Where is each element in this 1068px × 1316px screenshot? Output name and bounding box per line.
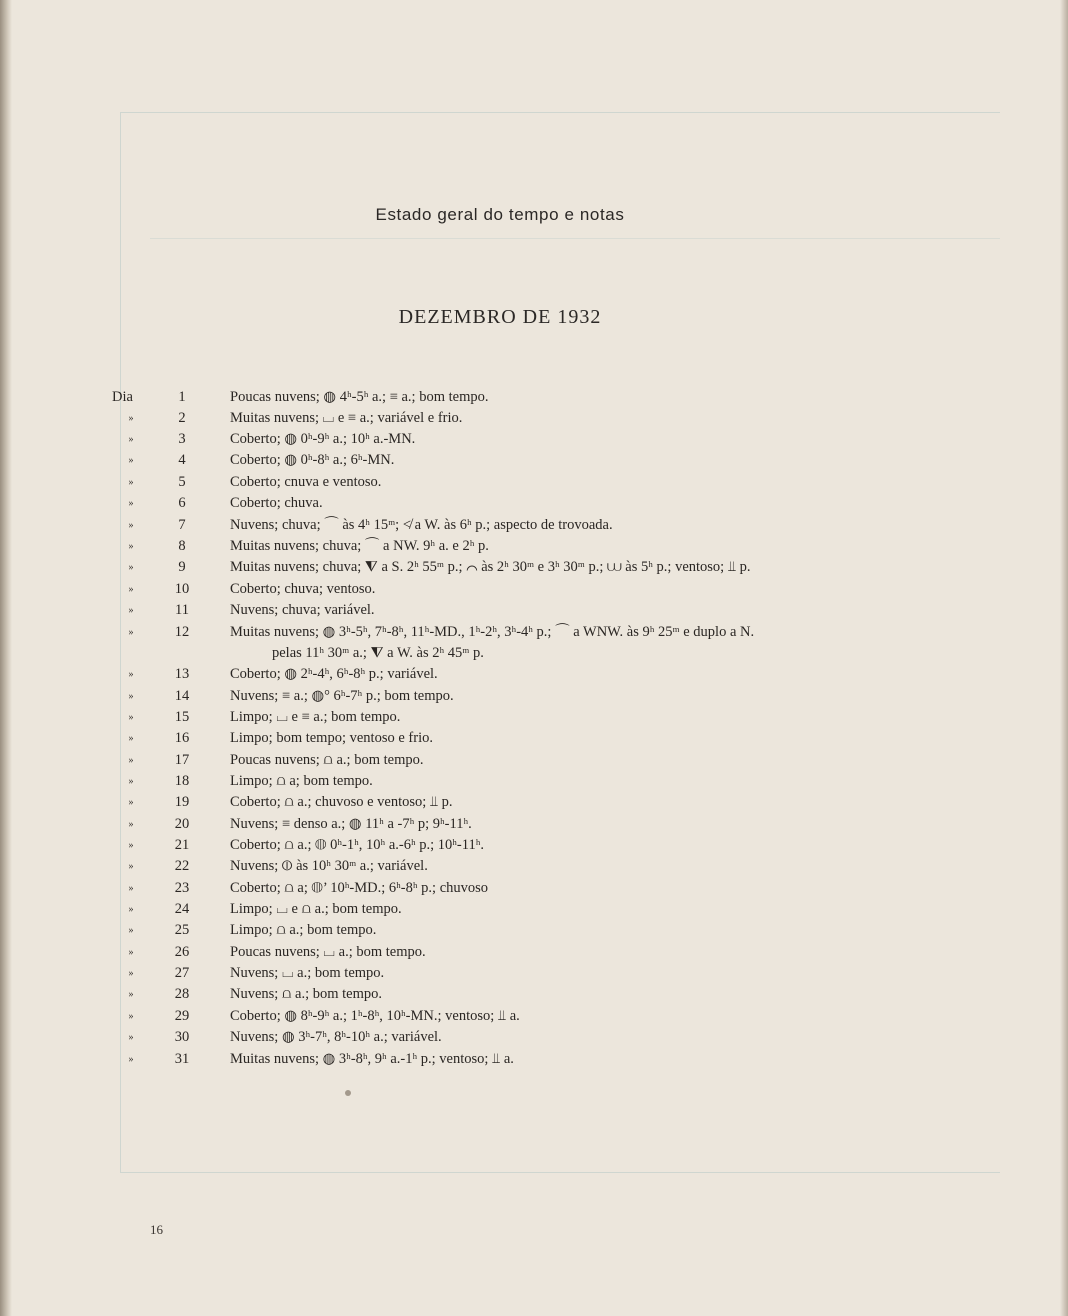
day-number: 9 [178,559,186,575]
ditto-mark: » [128,712,134,723]
day-number: 12 [174,624,190,640]
day-number: 29 [174,1008,190,1024]
day-column-label: Dia [112,389,133,405]
ditto-mark: » [128,733,134,744]
list-item [0,707,1068,728]
list-item [0,920,1068,941]
list-item [0,1006,1068,1027]
ditto-mark: » [128,1032,134,1043]
ditto-mark: » [128,584,134,595]
list-item [0,643,1068,664]
list-item [0,686,1068,707]
weather-note: Nuvens; chuva; ⌒ às 4ʰ 15ᵐ; ≮ a W. às 6ʰ p.; aspecto de trovoada. [230,517,613,533]
ditto-mark: » [128,797,134,808]
day-number: 1 [178,389,186,405]
day-number: 13 [174,666,190,682]
list-item [0,622,1068,643]
ditto-mark: » [128,691,134,702]
ditto-mark: » [128,627,134,638]
day-number: 18 [174,773,190,789]
day-number: 7 [178,517,186,533]
list-item [0,771,1068,792]
ditto-mark: » [128,968,134,979]
weather-note: Nuvens; ⩍ a.; bom tempo. [230,986,382,1002]
weather-note: Coberto; ⩍ a.; chuvoso e ventoso; ⫫ p. [230,794,453,810]
frame-inner-line [150,238,1000,239]
list-item [0,942,1068,963]
weather-note: Muitas nuvens; ◍ 3ʰ-5ʰ, 7ʰ-8ʰ, 11ʰ-MD., 1ʰ-2ʰ, 3ʰ-4ʰ p.; ⌒ a WNW. às 9ʰ 25ᵐ e duplo a N. [230,624,755,640]
day-number: 17 [174,752,190,768]
list-item [0,728,1068,749]
list-item [0,493,1068,514]
list-item [0,984,1068,1005]
day-number: 4 [178,452,186,468]
day-number: 8 [178,538,186,554]
list-item [0,814,1068,835]
list-item [0,450,1068,471]
ditto-mark: » [128,947,134,958]
weather-note: Coberto; cnuva e ventoso. [230,474,382,490]
list-item [0,536,1068,557]
day-number: 20 [174,816,190,832]
ditto-mark: » [128,455,134,466]
frame-bottom-line [120,1172,1000,1173]
weather-note: Poucas nuvens; ⩍ a.; bom tempo. [230,752,424,768]
weather-note: Coberto; ⩍ a; ◍’ 10ʰ-MD.; 6ʰ-8ʰ p.; chuvoso [230,880,489,896]
month-heading: DEZEMBRO DE 1932 [398,306,602,328]
ditto-mark: » [128,498,134,509]
day-number: 24 [174,901,190,917]
ditto-mark: » [128,520,134,531]
list-item [0,750,1068,771]
ditto-mark: » [128,776,134,787]
weather-note: Limpo; ⌴ e ≡ a.; bom tempo. [230,709,401,725]
day-number: 6 [178,495,186,511]
list-item [0,899,1068,920]
day-number: 26 [174,944,190,960]
weather-note: Limpo; ⩍ a.; bom tempo. [230,922,377,938]
list-item [0,429,1068,450]
day-number: 2 [178,410,186,426]
weather-note: Coberto; chuva. [230,495,323,511]
weather-note: Muitas nuvens; ◍ 3ʰ-8ʰ, 9ʰ a.-1ʰ p.; ventoso; ⫫ a. [230,1051,514,1067]
ditto-mark: » [128,1054,134,1065]
list-item [0,1027,1068,1048]
ditto-mark: » [128,840,134,851]
weather-note-continuation: pelas 11ʰ 30ᵐ a.; ⧨ a W. às 2ʰ 45ᵐ p. [272,645,484,661]
list-item [0,835,1068,856]
frame-top-line [120,112,1000,113]
list-item [0,792,1068,813]
weather-note: Muitas nuvens; chuva; ⧨ a S. 2ʰ 55ᵐ p.; ⌒ às 2ʰ 30ᵐ e 3ʰ 30ᵐ p.; ⩊ às 5ʰ p.; ventoso; ⫫ p. [230,559,751,575]
day-number: 14 [174,688,190,704]
weather-note: Coberto; chuva; ventoso. [230,581,376,597]
weather-note: Nuvens; ⦶ às 10ʰ 30ᵐ a.; variável. [230,858,428,874]
ditto-mark: » [128,819,134,830]
day-number: 16 [174,730,190,746]
weather-note: Muitas nuvens; chuva; ⌒ a NW. 9ʰ a. e 2ʰ p. [230,538,489,554]
day-number: 10 [174,581,190,597]
weather-note: Coberto; ◍ 0ʰ-8ʰ a.; 6ʰ-MN. [230,452,395,468]
ink-spot [345,1090,351,1096]
day-number: 23 [174,880,190,896]
ditto-mark: » [128,605,134,616]
ditto-mark: » [128,562,134,573]
ditto-mark: » [128,883,134,894]
list-item [0,1049,1068,1070]
day-number: 30 [174,1029,190,1045]
list-item [0,387,1068,408]
weather-note: Nuvens; ⌴ a.; bom tempo. [230,965,385,981]
weather-note: Limpo; bom tempo; ventoso e frio. [230,730,433,746]
ditto-mark: » [128,904,134,915]
day-number: 11 [175,602,189,618]
list-item [0,878,1068,899]
weather-note: Limpo; ⩍ a; bom tempo. [230,773,373,789]
list-item [0,515,1068,536]
day-number: 3 [178,431,186,447]
ditto-mark: » [128,413,134,424]
list-item [0,408,1068,429]
weather-note: Nuvens; ≡ a.; ◍° 6ʰ-7ʰ p.; bom tempo. [230,688,454,704]
ditto-mark: » [128,925,134,936]
ditto-mark: » [128,541,134,552]
weather-note: Coberto; ◍ 2ʰ-4ʰ, 6ʰ-8ʰ p.; variável. [230,666,438,682]
weather-note: Muitas nuvens; ⌴ e ≡ a.; variável e frio. [230,410,463,426]
day-number: 5 [178,474,186,490]
weather-note: Nuvens; chuva; variável. [230,602,375,618]
day-number: 15 [174,709,190,725]
ditto-mark: » [128,669,134,680]
weather-note: Nuvens; ≡ denso a.; ◍ 11ʰ a -7ʰ p; 9ʰ-11ʰ. [230,816,472,832]
weather-note: Coberto; ◍ 0ʰ-9ʰ a.; 10ʰ a.-MN. [230,431,416,447]
list-item [0,963,1068,984]
list-item [0,557,1068,578]
ditto-mark: » [128,861,134,872]
weather-note: Coberto; ⩍ a.; ◍ 0ʰ-1ʰ, 10ʰ a.-6ʰ p.; 10ʰ-11ʰ. [230,837,485,853]
weather-note: Coberto; ◍ 8ʰ-9ʰ a.; 1ʰ-8ʰ, 10ʰ-MN.; ventoso; ⫫ a. [230,1008,520,1024]
weather-note: Limpo; ⌴ e ⩍ a.; bom tempo. [230,901,402,917]
ditto-mark: » [128,477,134,488]
ditto-mark: » [128,434,134,445]
day-number: 27 [174,965,190,981]
ditto-mark: » [128,989,134,1000]
ditto-mark: » [128,755,134,766]
day-number: 21 [174,837,190,853]
page-number: 16 [150,1222,163,1237]
list-item [0,664,1068,685]
day-number: 25 [174,922,190,938]
weather-note: Nuvens; ◍ 3ʰ-7ʰ, 8ʰ-10ʰ a.; variável. [230,1029,442,1045]
day-number: 28 [174,986,190,1002]
day-number: 31 [174,1051,190,1067]
list-item [0,579,1068,600]
list-item [0,600,1068,621]
day-number: 22 [174,858,190,874]
ditto-mark: » [128,1011,134,1022]
page-title: Estado geral do tempo e notas [375,205,625,224]
list-item [0,856,1068,877]
weather-note: Poucas nuvens; ◍ 4ʰ-5ʰ a.; ≡ a.; bom tempo. [230,389,489,405]
weather-note: Poucas nuvens; ⌴ a.; bom tempo. [230,944,426,960]
list-item [0,472,1068,493]
day-number: 19 [174,794,190,810]
